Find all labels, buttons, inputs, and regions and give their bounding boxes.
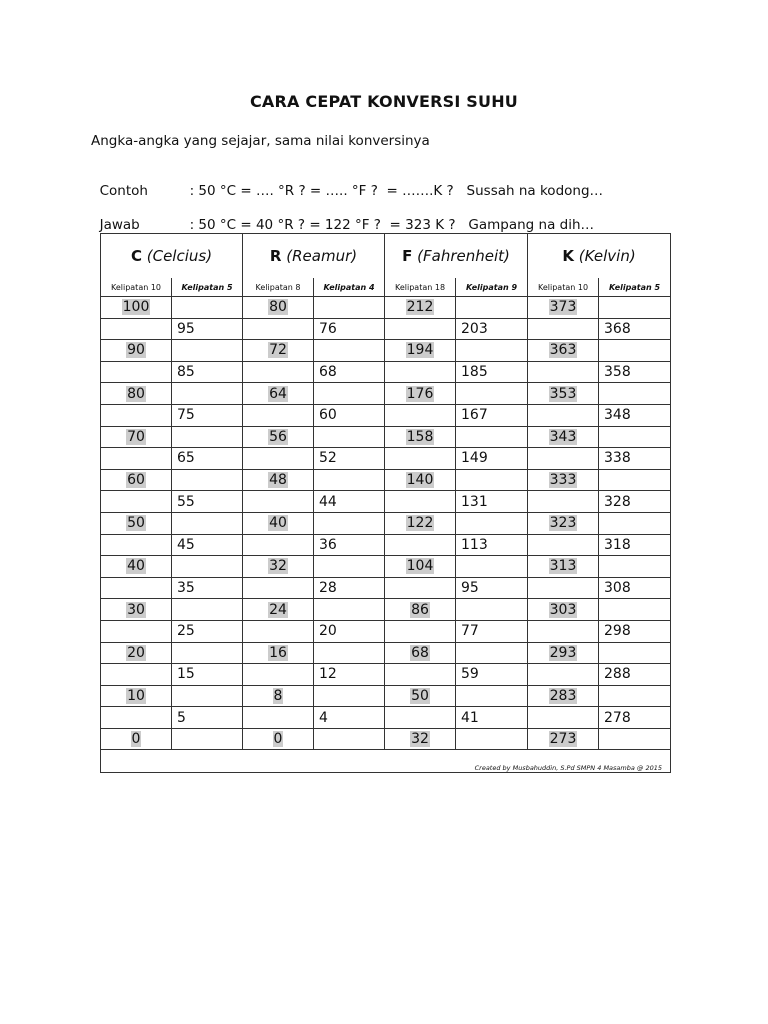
- table-row: [101, 707, 671, 729]
- plain-value-cell: 65: [172, 448, 243, 470]
- plain-value-cell: [172, 642, 243, 664]
- highlight-value-cell: [243, 318, 314, 340]
- plain-value-cell: 36: [314, 534, 385, 556]
- plain-value-cell: [172, 685, 243, 707]
- highlight-value-cell: [385, 383, 456, 405]
- plain-value-cell: [314, 340, 385, 362]
- plain-value-cell: 95: [172, 318, 243, 340]
- intro-text: Angka-angka yang sejajar, sama nilai konversinya: [91, 133, 430, 149]
- highlight-value-cell: [528, 685, 599, 707]
- highlighted-value: 303: [549, 601, 577, 618]
- table-row: [101, 642, 671, 664]
- plain-value-cell: [456, 642, 528, 664]
- highlight-value-cell: [243, 469, 314, 491]
- highlighted-value: 343: [549, 428, 577, 445]
- plain-value-cell: 318: [599, 534, 671, 556]
- highlight-value-cell: [101, 620, 172, 642]
- table-row: [101, 383, 671, 405]
- plain-value-cell: 15: [172, 664, 243, 686]
- plain-value-cell: 328: [599, 491, 671, 513]
- plain-value-cell: [172, 426, 243, 448]
- scale-header-row: [101, 234, 671, 279]
- highlight-value-cell: [243, 534, 314, 556]
- highlighted-value: 194: [406, 342, 434, 359]
- highlight-value-cell: [243, 728, 314, 750]
- highlighted-value: 24: [269, 601, 287, 618]
- highlight-value-cell: [528, 599, 599, 621]
- highlight-value-cell: [385, 534, 456, 556]
- highlight-value-cell: [385, 448, 456, 470]
- plain-value-cell: 203: [456, 318, 528, 340]
- highlighted-value: 64: [269, 385, 287, 402]
- table-row: [101, 664, 671, 686]
- highlight-value-cell: [385, 297, 456, 319]
- table-row: [101, 620, 671, 642]
- highlight-value-cell: [243, 512, 314, 534]
- table-row: [101, 577, 671, 599]
- highlighted-value: 16: [269, 644, 287, 661]
- highlighted-value: 10: [127, 687, 145, 704]
- highlighted-value: 0: [273, 731, 283, 748]
- plain-value-cell: [314, 685, 385, 707]
- highlighted-value: 20: [127, 644, 145, 661]
- highlighted-value: 158: [406, 428, 434, 445]
- highlighted-value: 8: [273, 687, 283, 704]
- multiple-label: Kelipatan 10: [101, 278, 172, 297]
- highlighted-value: 50: [127, 515, 145, 532]
- plain-value-cell: [599, 512, 671, 534]
- plain-value-cell: [314, 556, 385, 578]
- highlight-value-cell: [101, 426, 172, 448]
- table-row: [101, 685, 671, 707]
- plain-value-cell: 12: [314, 664, 385, 686]
- plain-value-cell: [314, 383, 385, 405]
- highlight-value-cell: [385, 426, 456, 448]
- plain-value-cell: 131: [456, 491, 528, 513]
- highlighted-value: 100: [122, 299, 150, 316]
- plain-value-cell: 338: [599, 448, 671, 470]
- highlight-value-cell: [101, 556, 172, 578]
- plain-value-cell: 4: [314, 707, 385, 729]
- highlight-value-cell: [243, 707, 314, 729]
- plain-value-cell: 25: [172, 620, 243, 642]
- table-row: [101, 448, 671, 470]
- highlight-value-cell: [243, 361, 314, 383]
- highlight-value-cell: [528, 404, 599, 426]
- highlight-value-cell: [528, 297, 599, 319]
- highlighted-value: 333: [549, 472, 577, 489]
- highlight-value-cell: [385, 491, 456, 513]
- plain-value-cell: 44: [314, 491, 385, 513]
- table-row: [101, 340, 671, 362]
- scale-header-f: [385, 234, 528, 279]
- highlight-value-cell: [528, 664, 599, 686]
- plain-value-cell: [314, 642, 385, 664]
- highlight-value-cell: [385, 404, 456, 426]
- highlight-value-cell: [243, 426, 314, 448]
- highlight-value-cell: [528, 448, 599, 470]
- answer-label: Jawab: [99, 217, 140, 233]
- highlight-value-cell: [385, 599, 456, 621]
- plain-value-cell: [599, 728, 671, 750]
- table-row: [101, 534, 671, 556]
- plain-value-cell: 308: [599, 577, 671, 599]
- highlight-value-cell: [101, 361, 172, 383]
- highlight-value-cell: [243, 404, 314, 426]
- plain-value-cell: 85: [172, 361, 243, 383]
- highlight-value-cell: [101, 297, 172, 319]
- highlight-value-cell: [101, 404, 172, 426]
- plain-value-cell: [172, 383, 243, 405]
- highlight-value-cell: [243, 297, 314, 319]
- plain-value-cell: [456, 685, 528, 707]
- highlight-value-cell: [243, 340, 314, 362]
- example-text: : 50 °C = …. °R ? = ….. °F ? = …….K ? Sussah na kodong…: [189, 183, 604, 199]
- scale-abbr: F: [402, 247, 413, 265]
- highlight-value-cell: [385, 469, 456, 491]
- plain-value-cell: [456, 297, 528, 319]
- highlight-value-cell: [528, 340, 599, 362]
- table-row: [101, 491, 671, 513]
- table-row: [101, 512, 671, 534]
- highlight-value-cell: [528, 383, 599, 405]
- highlighted-value: 32: [411, 731, 429, 748]
- plain-value-cell: [599, 426, 671, 448]
- plain-value-cell: 77: [456, 620, 528, 642]
- highlight-value-cell: [385, 620, 456, 642]
- highlight-value-cell: [385, 728, 456, 750]
- plain-value-cell: [172, 469, 243, 491]
- highlighted-value: 212: [406, 299, 434, 316]
- highlighted-value: 176: [406, 385, 434, 402]
- highlight-value-cell: [385, 361, 456, 383]
- highlight-value-cell: [101, 534, 172, 556]
- conversion-table: [100, 233, 671, 773]
- highlighted-value: 313: [549, 558, 577, 575]
- plain-value-cell: [456, 340, 528, 362]
- plain-value-cell: [172, 297, 243, 319]
- highlight-value-cell: [101, 340, 172, 362]
- plain-value-cell: [456, 383, 528, 405]
- highlighted-value: 104: [406, 558, 434, 575]
- highlight-value-cell: [243, 620, 314, 642]
- plain-value-cell: 113: [456, 534, 528, 556]
- plain-value-cell: [456, 556, 528, 578]
- highlight-value-cell: [101, 469, 172, 491]
- highlight-value-cell: [101, 664, 172, 686]
- highlight-value-cell: [528, 491, 599, 513]
- plain-value-cell: [599, 383, 671, 405]
- table-row: [101, 426, 671, 448]
- highlight-value-cell: [528, 728, 599, 750]
- plain-value-cell: 185: [456, 361, 528, 383]
- highlight-value-cell: [385, 577, 456, 599]
- highlight-value-cell: [385, 556, 456, 578]
- plain-value-cell: 167: [456, 404, 528, 426]
- multiple-label: Kelipatan 5: [599, 278, 671, 297]
- scale-header-r: [243, 234, 385, 279]
- highlight-value-cell: [101, 728, 172, 750]
- table-row: [101, 469, 671, 491]
- highlighted-value: 56: [269, 428, 287, 445]
- highlight-value-cell: [243, 664, 314, 686]
- plain-value-cell: [599, 297, 671, 319]
- highlight-value-cell: [101, 491, 172, 513]
- highlight-value-cell: [101, 642, 172, 664]
- highlighted-value: 86: [411, 601, 429, 618]
- example-label: Contoh: [99, 183, 148, 199]
- scale-abbr: R: [269, 247, 282, 265]
- plain-value-cell: [599, 599, 671, 621]
- highlight-value-cell: [101, 383, 172, 405]
- plain-value-cell: [599, 340, 671, 362]
- highlight-value-cell: [528, 512, 599, 534]
- highlight-value-cell: [385, 318, 456, 340]
- example-line: [91, 167, 603, 199]
- highlight-value-cell: [385, 512, 456, 534]
- plain-value-cell: 45: [172, 534, 243, 556]
- highlighted-value: 0: [131, 731, 141, 748]
- scale-name: (Celcius): [146, 247, 213, 265]
- answer-text: : 50 °C = 40 °R ? = 122 °F ? = 323 K ? Gampang na dih…: [189, 217, 595, 233]
- highlight-value-cell: [528, 577, 599, 599]
- scale-abbr: K: [562, 247, 574, 265]
- table-row: [101, 318, 671, 340]
- highlighted-value: 60: [127, 472, 145, 489]
- plain-value-cell: [314, 728, 385, 750]
- highlight-value-cell: [243, 383, 314, 405]
- highlight-value-cell: [385, 685, 456, 707]
- highlight-value-cell: [528, 426, 599, 448]
- plain-value-cell: [314, 426, 385, 448]
- highlight-value-cell: [385, 707, 456, 729]
- plain-value-cell: 68: [314, 361, 385, 383]
- plain-value-cell: 149: [456, 448, 528, 470]
- plain-value-cell: [456, 512, 528, 534]
- highlighted-value: 40: [269, 515, 287, 532]
- plain-value-cell: [172, 599, 243, 621]
- plain-value-cell: 5: [172, 707, 243, 729]
- highlighted-value: 90: [127, 342, 145, 359]
- highlighted-value: 32: [269, 558, 287, 575]
- plain-value-cell: [456, 599, 528, 621]
- highlight-value-cell: [528, 534, 599, 556]
- table-row: [101, 297, 671, 319]
- multiple-label: Kelipatan 18: [385, 278, 456, 297]
- highlight-value-cell: [385, 664, 456, 686]
- highlight-value-cell: [101, 599, 172, 621]
- highlight-value-cell: [385, 340, 456, 362]
- plain-value-cell: 35: [172, 577, 243, 599]
- table-row: [101, 728, 671, 750]
- plain-value-cell: [314, 469, 385, 491]
- plain-value-cell: 278: [599, 707, 671, 729]
- plain-value-cell: [172, 556, 243, 578]
- scale-abbr: C: [130, 247, 142, 265]
- plain-value-cell: 368: [599, 318, 671, 340]
- highlighted-value: 30: [127, 601, 145, 618]
- plain-value-cell: [599, 556, 671, 578]
- highlight-value-cell: [528, 556, 599, 578]
- highlighted-value: 68: [411, 644, 429, 661]
- highlighted-value: 40: [127, 558, 145, 575]
- multiple-label: Kelipatan 9: [456, 278, 528, 297]
- plain-value-cell: 28: [314, 577, 385, 599]
- plain-value-cell: 55: [172, 491, 243, 513]
- highlight-value-cell: [101, 448, 172, 470]
- plain-value-cell: 288: [599, 664, 671, 686]
- highlighted-value: 122: [406, 515, 434, 532]
- highlighted-value: 363: [549, 342, 577, 359]
- highlight-value-cell: [243, 642, 314, 664]
- highlight-value-cell: [243, 685, 314, 707]
- plain-value-cell: [456, 469, 528, 491]
- highlight-value-cell: [528, 620, 599, 642]
- highlight-value-cell: [528, 318, 599, 340]
- table-row: [101, 556, 671, 578]
- plain-value-cell: [314, 599, 385, 621]
- plain-value-cell: 60: [314, 404, 385, 426]
- scale-header-k: [528, 234, 671, 279]
- plain-value-cell: 348: [599, 404, 671, 426]
- credit-text: Created by Musbahuddin, S.Pd SMPN 4 Masamba @ 2015: [101, 750, 671, 773]
- plain-value-cell: [599, 685, 671, 707]
- multiple-label: Kelipatan 10: [528, 278, 599, 297]
- plain-value-cell: 41: [456, 707, 528, 729]
- highlight-value-cell: [528, 642, 599, 664]
- highlighted-value: 323: [549, 515, 577, 532]
- highlighted-value: 140: [406, 472, 434, 489]
- plain-value-cell: [314, 512, 385, 534]
- plain-value-cell: [599, 469, 671, 491]
- highlight-value-cell: [101, 512, 172, 534]
- plain-value-cell: [314, 297, 385, 319]
- plain-value-cell: 59: [456, 664, 528, 686]
- highlight-value-cell: [101, 707, 172, 729]
- highlighted-value: 293: [549, 644, 577, 661]
- plain-value-cell: [172, 340, 243, 362]
- highlighted-value: 283: [549, 687, 577, 704]
- plain-value-cell: 20: [314, 620, 385, 642]
- highlight-value-cell: [243, 577, 314, 599]
- highlight-value-cell: [243, 599, 314, 621]
- highlight-value-cell: [101, 685, 172, 707]
- multiple-header-row: [101, 278, 671, 297]
- scale-name: (Fahrenheit): [417, 247, 510, 265]
- highlight-value-cell: [243, 556, 314, 578]
- multiple-label: Kelipatan 5: [172, 278, 243, 297]
- highlighted-value: 48: [269, 472, 287, 489]
- plain-value-cell: [172, 728, 243, 750]
- plain-value-cell: [599, 642, 671, 664]
- plain-value-cell: 75: [172, 404, 243, 426]
- footer-row: [101, 750, 671, 773]
- multiple-label: Kelipatan 8: [243, 278, 314, 297]
- plain-value-cell: [172, 512, 243, 534]
- highlight-value-cell: [385, 642, 456, 664]
- plain-value-cell: 358: [599, 361, 671, 383]
- plain-value-cell: 52: [314, 448, 385, 470]
- plain-value-cell: [456, 728, 528, 750]
- highlighted-value: 70: [127, 428, 145, 445]
- highlight-value-cell: [528, 469, 599, 491]
- plain-value-cell: [456, 426, 528, 448]
- table-row: [101, 599, 671, 621]
- highlighted-value: 373: [549, 299, 577, 316]
- page-title: CARA CEPAT KONVERSI SUHU: [249, 92, 518, 111]
- highlight-value-cell: [243, 491, 314, 513]
- highlight-value-cell: [528, 707, 599, 729]
- highlighted-value: 353: [549, 385, 577, 402]
- highlighted-value: 72: [269, 342, 287, 359]
- plain-value-cell: 298: [599, 620, 671, 642]
- highlight-value-cell: [101, 577, 172, 599]
- table-row: [101, 361, 671, 383]
- highlight-value-cell: [528, 361, 599, 383]
- scale-name: (Kelvin): [578, 247, 636, 265]
- highlighted-value: 50: [411, 687, 429, 704]
- plain-value-cell: 95: [456, 577, 528, 599]
- scale-name: (Reamur): [286, 247, 358, 265]
- multiple-label: Kelipatan 4: [314, 278, 385, 297]
- highlighted-value: 80: [269, 299, 287, 316]
- answer-line: [91, 201, 594, 233]
- scale-header-c: [101, 234, 243, 279]
- highlight-value-cell: [101, 318, 172, 340]
- table-row: [101, 404, 671, 426]
- plain-value-cell: 76: [314, 318, 385, 340]
- highlight-value-cell: [243, 448, 314, 470]
- highlighted-value: 80: [127, 385, 145, 402]
- highlighted-value: 273: [549, 731, 577, 748]
